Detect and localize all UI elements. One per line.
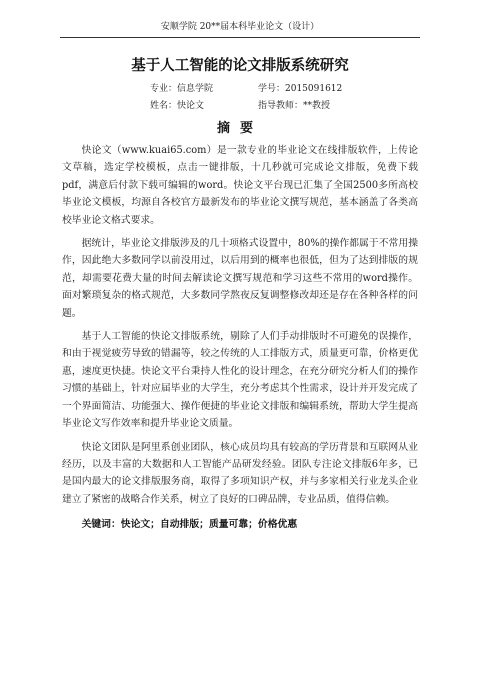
name-label: 姓名：快论文 <box>150 101 205 111</box>
keywords-line: 关键词：快论文；自动排版；质量可靠；价格优惠 <box>81 519 298 530</box>
author-info-row <box>150 98 410 115</box>
author-info <box>150 81 410 115</box>
abstract-paragraph: 基于人工智能的快论文排版系统，剔除了人们手动排版时不可避免的误操作，和由于视觉疲劳导致的错漏等，较之传统的人工排版方式，质量更可靠，价格更优惠，速度更快捷。快论文平台秉持人性化的设计理念，在充分研究分析人们的操作习惯的基础上，针对应届毕业的大学生，充分考虑其个性需求，设计并开发完成了一个界面简洁、功能强大、操作便捷的毕业论文排版和编辑系统，帮助大学生提高毕业论文写作效率和提升毕业论文质量。 <box>62 331 418 430</box>
student-id-label: 学号：2015091612 <box>258 84 343 94</box>
abstract-body <box>62 142 418 514</box>
abstract-paragraph: 据统计，毕业论文排版涉及的几十项格式设置中，80%的操作都属于不常用操作，因此绝大多数同学以前没用过，以后用到的概率也很低，但为了达到排版的规范，却需要花费大量的时间去解读论文撰写规范和学习这些不常用的word操作。面对繁琐复杂的格式规范，大多数同学熬夜反复调整修改却还是存在各种各样的问题。 <box>62 238 418 319</box>
abstract-heading: 摘要 <box>216 121 263 136</box>
advisor-label: 指导教师：**教授 <box>258 101 331 111</box>
document-title: 基于人工智能的论文排版系统研究 <box>131 58 349 74</box>
author-info-row <box>150 81 410 98</box>
abstract-paragraph: 快论文（www.kuai65.com）是一款专业的毕业论文在线排版软件，上传论文草稿，选定学校模板，点击一键排版，十几秒就可完成论文排版，免费下载pdf，满意后付款下载可编辑的word。快论文平台现已汇集了全国2500多所高校毕业论文模板，均源自各校官方最新发布的毕业论文撰写规范，基本涵盖了各类高校毕业论文格式要求。 <box>62 145 418 226</box>
abstract-paragraph: 快论文团队是阿里系创业团队，核心成员均具有较高的学历背景和互联网从业经历，以及丰富的大数据和人工智能产品研发经验。团队专注论文排版6年多，已是国内最大的论文排版服务商，取得了多项知识产权，并与多家相关行业龙头企业建立了紧密的战略合作关系，树立了良好的口碑品牌，专业品质，值得信赖。 <box>62 441 418 505</box>
header-rule <box>60 37 420 38</box>
major-label: 专业：信息学院 <box>150 84 214 94</box>
running-header: 安顺学院 20**届本科毕业论文（设计） <box>160 22 320 32</box>
